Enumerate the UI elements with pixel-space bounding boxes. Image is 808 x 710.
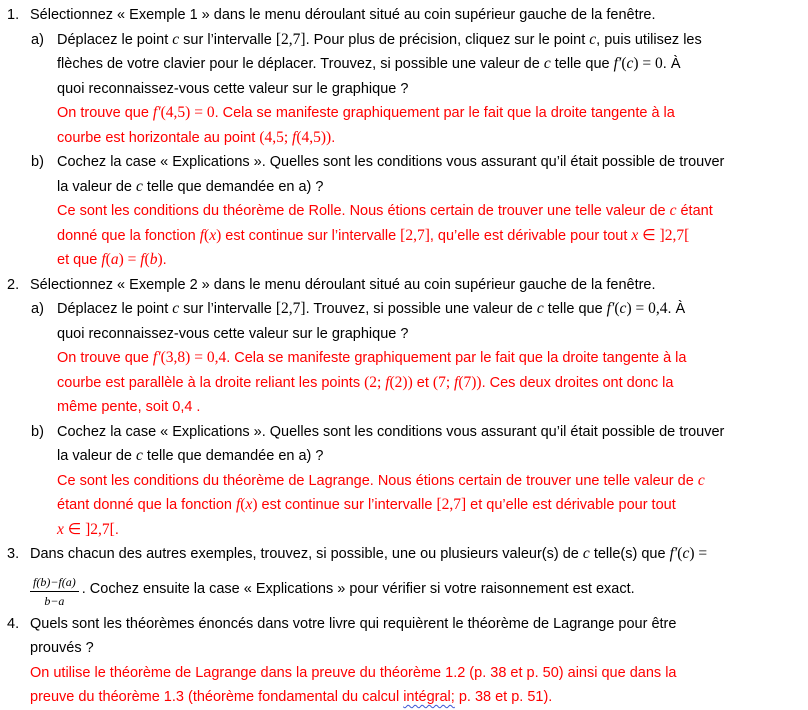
text-run: telle(s) que (589, 546, 670, 562)
math-run: f (101, 251, 106, 268)
math-run: ( (240, 496, 246, 513)
math-run: ( (105, 251, 111, 268)
document-line (0, 101, 808, 126)
text-run: . Ces deux droites ont donc la (481, 374, 674, 391)
math-run: f′ (669, 545, 678, 562)
math-run: ( (621, 55, 627, 72)
math-run: c (536, 300, 544, 317)
text-run: sur l’intervalle (179, 31, 276, 48)
math-run: c (619, 300, 627, 317)
math-run: b (149, 251, 158, 268)
math-run: [2,7] (436, 496, 467, 513)
text-run: Quels sont les théorèmes énoncés dans votre livre qui requièrent le théorème de Lagrange pour être (30, 615, 677, 632)
document-line (0, 297, 808, 322)
math-run: c (589, 30, 597, 48)
text-run: étant (676, 203, 713, 219)
math-run: x (209, 226, 217, 244)
text-run: On trouve que (57, 350, 153, 366)
text-run: preuve du théorème 1.3 (théorème fondamental du calcul (30, 689, 404, 705)
document-line (0, 52, 808, 77)
text-run: . À (662, 56, 681, 72)
math-run: ∈ ]2,7[ (63, 520, 115, 538)
text-run: . Trouvez, si possible une valeur de (305, 301, 537, 317)
math-run: (4,5)) (296, 128, 332, 146)
document-line (0, 636, 808, 661)
document-line (0, 493, 808, 518)
list-marker: 3. (7, 546, 20, 562)
math-run: ( (144, 251, 150, 268)
math-run: (2; (364, 373, 386, 391)
document-line (0, 567, 808, 612)
text-run: étant donné que la fonction (57, 497, 236, 513)
math-run: [2,7] (275, 300, 306, 317)
math-run: f (292, 128, 297, 146)
math-run: f′ (152, 104, 161, 121)
document-line (0, 77, 808, 102)
math-run: c (543, 55, 551, 72)
text-run: même pente, soit 0,4 . (57, 399, 201, 415)
math-run: (7; (432, 373, 454, 391)
math-run: c (682, 545, 690, 562)
math-run: f (235, 496, 241, 513)
math-run: f′ (613, 55, 622, 72)
math-run: c (669, 202, 677, 219)
text-run: Ce sont les conditions du théorème de Rolle. Nous étions certain de trouver une telle valeur de (57, 203, 670, 219)
math-run: ) (157, 251, 163, 268)
math-run: ( (204, 226, 210, 244)
text-run: et (412, 374, 433, 391)
math-run: ) (252, 496, 258, 513)
text-run: sur l’intervalle (179, 301, 276, 317)
math-run: ) = 0,4 (626, 300, 668, 317)
text-run: Cochez la case « Explications ». Quelles sont les conditions vous assurant qu’il était possible de trouver (57, 154, 725, 170)
text-run: est continue sur l’intervalle (221, 227, 401, 244)
document-line (0, 395, 808, 420)
text-run: la valeur de (57, 178, 136, 195)
text-run: On utilise le théorème de Lagrange dans la preuve du théorème 1.2 (p. 38 et p. 50) ainsi que dans la (30, 664, 677, 681)
fraction-numerator: f(b)−f(a) (30, 575, 79, 592)
document-line (0, 444, 808, 469)
text-run: . Pour plus de précision, cliquez sur le point (305, 31, 590, 48)
text-run: prouvés ? (30, 640, 94, 656)
list-marker: a) (31, 31, 44, 48)
math-run: f (385, 373, 390, 391)
math-run: ∈ ]2,7[ (638, 226, 690, 244)
text-run: Dans chacun des autres exemples, trouvez, si possible, une ou plusieurs valeur(s) de (30, 546, 583, 562)
math-run: (3,8) = 0,4 (160, 349, 227, 366)
text-run: quoi reconnaissez-vous cette valeur sur le graphique ? (57, 80, 409, 97)
math-run: ) = (689, 545, 708, 562)
text-run: Déplacez le point (57, 31, 173, 48)
text-run: Sélectionnez « Exemple 1 » dans le menu déroulant situé au coin supérieur gauche de la fenêtre. (30, 7, 656, 23)
math-run: f′ (606, 300, 615, 317)
document-line (0, 346, 808, 371)
list-marker: b) (31, 154, 44, 170)
list-marker: b) (31, 423, 44, 440)
document-line (0, 126, 808, 151)
math-run: ) = 0 (633, 55, 663, 72)
text-run: et qu’elle est dérivable pour tout (466, 497, 676, 513)
document-line (0, 175, 808, 200)
fraction (30, 575, 79, 608)
math-run: c (626, 55, 634, 72)
text-run: donné que la fonction (57, 227, 200, 244)
text-run: p. 38 et p. 51). (454, 689, 553, 705)
math-run: x (245, 496, 253, 513)
math-run: ) (216, 226, 222, 244)
document-line (0, 322, 808, 347)
math-run: x (57, 520, 64, 538)
text-run: . À (667, 301, 686, 317)
document-line (0, 248, 808, 273)
math-run: c (582, 545, 590, 562)
math-run: (4,5; (259, 128, 293, 146)
text-run: , puis utilisez les (596, 31, 702, 48)
document-line (0, 28, 808, 53)
list-marker: a) (31, 301, 44, 317)
text-run: quoi reconnaissez-vous cette valeur sur le graphique ? (57, 325, 409, 342)
text-run: Cochez la case « Explications ». Quelles sont les conditions vous assurant qu’il était possible de trouver (57, 423, 725, 440)
document-line (0, 199, 808, 224)
text-run: courbe est parallèle à la droite reliant les points (57, 374, 365, 391)
document-line (0, 420, 808, 445)
list-marker: 4. (7, 615, 20, 632)
math-run: f′ (152, 349, 161, 366)
math-run: c (172, 300, 180, 317)
text-run: Ce sont les conditions du théorème de Lagrange. Nous étions certain de trouver une telle valeur de (57, 472, 698, 489)
document-line (0, 224, 808, 249)
math-run: c (172, 30, 180, 48)
document-line (0, 685, 808, 710)
math-run: [2,7] (400, 226, 430, 244)
text-run: . (162, 252, 167, 268)
text-run: . Cela se manifeste graphiquement par le fait que la droite tangente à la (214, 105, 675, 121)
text-run: est continue sur l’intervalle (257, 497, 437, 513)
spellcheck-squiggle-text: intégral; (403, 689, 455, 705)
document-line (0, 469, 808, 494)
text-run: Sélectionnez « Exemple 2 » dans le menu déroulant situé au coin supérieur gauche de la fenêtre. (30, 276, 656, 293)
text-run: On trouve que (57, 105, 153, 121)
document-line (0, 518, 808, 543)
math-run: f (454, 373, 459, 391)
text-run: flèches de votre clavier pour le déplacer. Trouvez, si possible une valeur de (57, 56, 544, 72)
math-run: f (140, 251, 145, 268)
fraction-denominator: b−a (44, 593, 65, 608)
text-run: . (331, 129, 336, 146)
math-run: f (199, 226, 205, 244)
text-run: . Cela se manifeste graphiquement par le fait que la droite tangente à la (226, 350, 687, 366)
text-run: la valeur de (57, 448, 136, 464)
math-run: c (136, 177, 143, 195)
text-run: et que (57, 252, 102, 268)
document-line (0, 150, 808, 175)
document-line (0, 3, 808, 28)
text-run: telle que demandée en a) ? (142, 178, 324, 195)
document-line (0, 661, 808, 686)
text-run: telle que demandée en a) ? (142, 448, 324, 464)
text-run: , qu’elle est dérivable pour tout (429, 227, 632, 244)
math-run: x (631, 226, 639, 244)
math-run: a (110, 251, 119, 268)
document-line (0, 542, 808, 567)
text-run: Déplacez le point (57, 301, 173, 317)
text-run: . (114, 521, 119, 538)
list-marker: 1. (7, 7, 20, 23)
math-run: (7)) (458, 373, 482, 391)
text-run: telle que (543, 301, 607, 317)
list-marker: 2. (7, 276, 20, 293)
math-run: c (697, 471, 705, 489)
math-run: [2,7] (275, 30, 306, 48)
math-run: c (136, 447, 143, 464)
math-run: (2)) (389, 373, 413, 391)
math-run: ( (614, 300, 620, 317)
math-run: ) = (118, 251, 141, 268)
document-line (0, 612, 808, 637)
document-line (0, 371, 808, 396)
math-run: (4,5) = 0 (160, 104, 215, 121)
text-run: telle que (550, 56, 614, 72)
document-line (0, 273, 808, 298)
text-run: courbe est horizontale au point (57, 129, 260, 146)
text-run: . Cochez ensuite la case « Explications » pour vérifier si votre raisonnement est exact. (81, 580, 635, 597)
math-run: ( (677, 545, 683, 562)
